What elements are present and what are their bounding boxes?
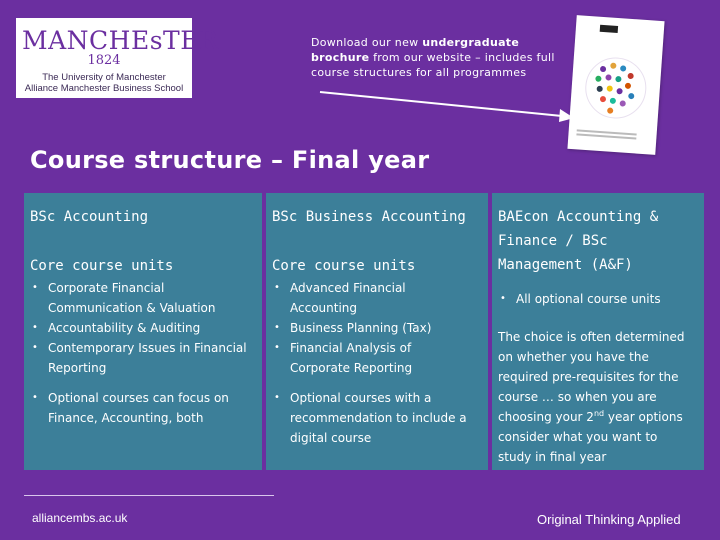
university-logo <box>16 18 219 98</box>
logo-year: 1824 <box>87 53 121 68</box>
note-superscript: nd <box>593 409 605 418</box>
website-link[interactable]: alliancembs.ac.uk <box>32 511 128 525</box>
list-item: • Contemporary Issues in Financial Reporting <box>30 338 262 378</box>
list-item: • All optional course units <box>498 289 704 309</box>
logo-wordmark: MANCHEsTER <box>22 26 219 55</box>
column-bsc-business-accounting <box>266 193 488 470</box>
logo-university-name: The University of Manchester <box>42 72 166 83</box>
list-item: • Accountability & Auditing <box>30 318 262 338</box>
list-item: • Corporate Financial Communication & Valuation <box>30 278 262 318</box>
promo-text-after: from our website – includes full course structures for all programmes <box>311 51 555 79</box>
core-units-list <box>30 278 262 428</box>
list-item: • Financial Analysis of Corporate Reporting <box>272 338 488 378</box>
column-heading: BAEcon Accounting & Finance / BSc Management (A&F) <box>498 209 659 273</box>
brochure-thumbnail[interactable] <box>567 15 664 155</box>
note-text-after: year options consider what you want to study in final year <box>498 410 683 464</box>
note-text-before: The choice is often determined on whether you have the required pre-requisites for the course … so when you are choosing your 2 <box>498 330 685 424</box>
units-list <box>498 289 704 309</box>
promo-text-before: Download our new <box>311 36 423 49</box>
column-bsc-accounting <box>24 193 262 470</box>
page-title: Course structure – Final year <box>30 146 430 174</box>
list-item: • Optional courses with a recommendation to include a digital course <box>272 388 488 448</box>
logo-school-name: Alliance Manchester Business School <box>24 83 184 94</box>
column-baecon-accounting-finance <box>492 193 704 470</box>
tagline: Original Thinking Applied <box>537 512 681 527</box>
arrow-icon <box>318 88 578 128</box>
footer-divider <box>24 495 274 496</box>
column-subheading: Core course units <box>30 258 174 274</box>
column-heading: BSc Business Accounting <box>272 209 466 225</box>
promo-bold: undergraduate brochure <box>311 36 520 64</box>
brochure-promo-text <box>311 35 581 80</box>
core-units-list <box>272 278 488 448</box>
list-item: • Optional courses can focus on Finance, Accounting, both <box>30 388 262 428</box>
list-item: • Advanced Financial Accounting <box>272 278 488 318</box>
list-item: • Business Planning (Tax) <box>272 318 488 338</box>
options-note <box>498 327 704 467</box>
column-subheading: Core course units <box>272 258 416 274</box>
column-heading: BSc Accounting <box>30 209 149 225</box>
